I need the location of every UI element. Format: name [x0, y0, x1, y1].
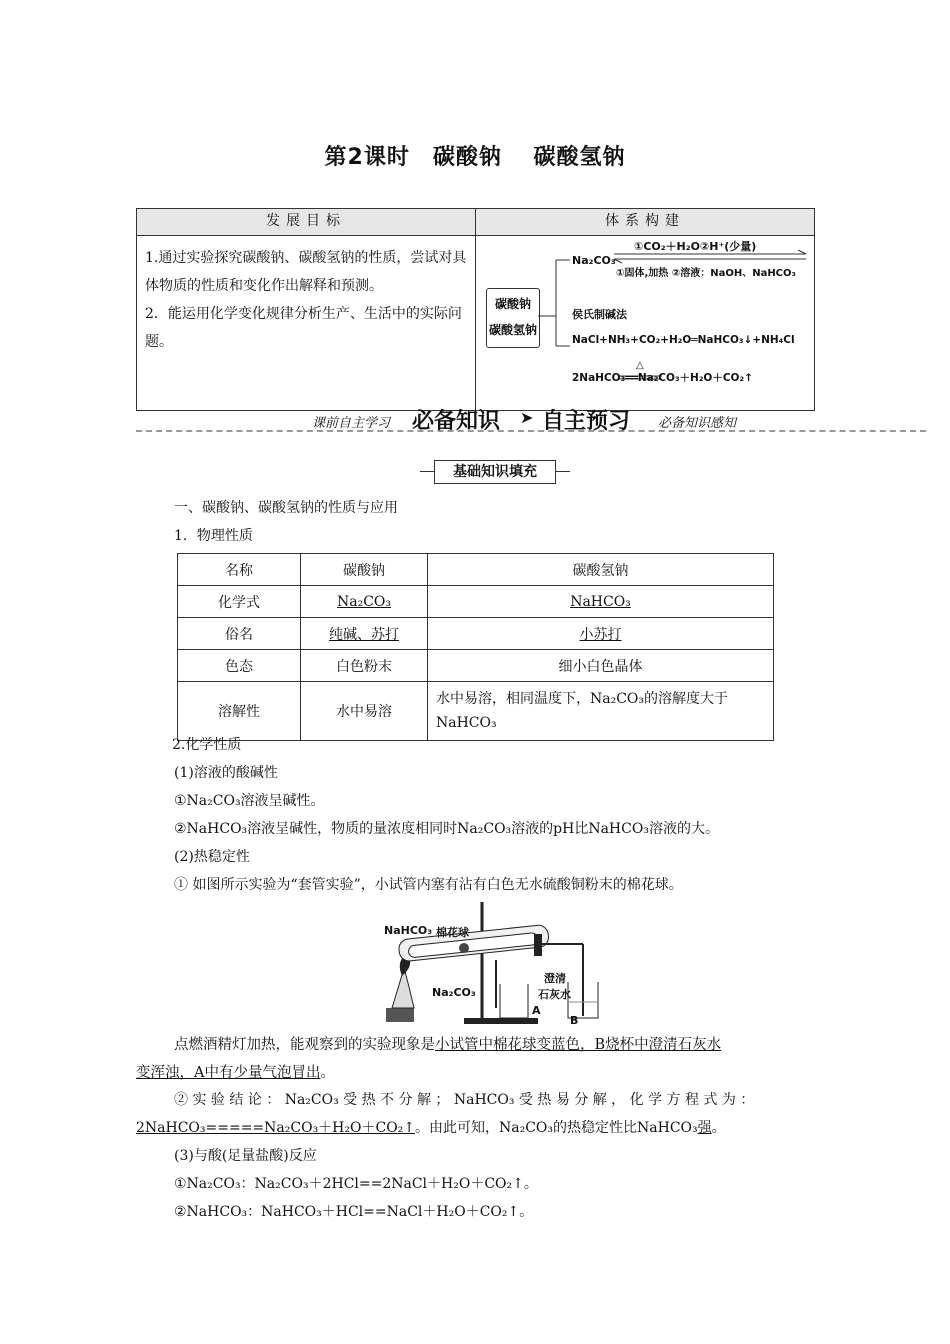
fig-label-nahco3: NaHCO₃ [384, 924, 433, 937]
goals-table [136, 208, 815, 411]
physical-heading: 1．物理性质 [174, 528, 253, 544]
fig-label-b: B [570, 1014, 579, 1027]
na2co3-label: Na₂CO₃ [572, 254, 616, 267]
fig-label-limewater-1: 澄清 [544, 972, 566, 985]
fig-label-limewater-2: 石灰水 [538, 988, 571, 1001]
goal-item: 2．能运用化学变化规律分析生产、生活中的实际问题。 [145, 306, 462, 350]
goal-item: 1.通过实验探究碳酸钠、碳酸氢钠的性质，尝试对具体物质的性质和变化作出解释和预测。 [145, 250, 467, 294]
goals-cell [137, 236, 476, 411]
page-title: 第2课时 碳酸钠 碳酸氢钠 [324, 145, 626, 170]
conclusion-line-1: ② 实 验 结 论 ： Na₂CO₃ 受 热 不 分 解 ； NaHCO₃ 受 热 易 分 解 ， 化 学 方 程 式 为 ： [174, 1092, 755, 1108]
thermal-1: ① 如图所示实验为“套管实验”，小试管内塞有沾有白色无水硫酸铜粉末的棉花球。 [174, 877, 683, 893]
table-row: 溶解性 水中易溶 水中易溶，相同温度下，Na₂CO₃的溶解度大于NaHCO₃ [178, 682, 774, 741]
decomp-condition: △ [636, 360, 644, 371]
table-row: 俗名 纯碱、苏打 小苏打 [178, 618, 774, 650]
fig-label-na2co3: Na₂CO₃ [432, 986, 476, 999]
section-banner [136, 404, 926, 436]
thermal-heading: (2)热稳定性 [174, 849, 250, 865]
subheading: 基础知识填充 [420, 460, 570, 484]
chem-heading: 2.化学性质 [172, 737, 242, 753]
chevron-right-icon: ➤ [520, 408, 534, 427]
section-heading: 一、碳酸钠、碳酸氢钠的性质与应用 [174, 500, 398, 516]
physical-properties-table: 名称 碳酸钠 碳酸氢钠 化学式 Na₂CO₃ NaHCO₃ 俗名 纯碱、苏打 小苏打 色态 白色粉末 细小白色晶体 溶解性 水中易溶 水中易溶，相同温度下，Na₂CO₃的溶解度大于NaHCO₃ [177, 553, 774, 741]
hou-equation: NaCl+NH₃+CO₂+H₂O═NaHCO₃↓+NH₄Cl [572, 334, 795, 346]
acid-heading: (3)与酸(足量盐酸)反应 [174, 1148, 317, 1164]
system-header: 体系构建 [476, 209, 815, 236]
acid-reaction-2: ②NaHCO₃：NaHCO₃＋HCl==NaCl＋H₂O＋CO₂↑。 [174, 1204, 534, 1220]
carbonate-box: 碳酸钠 碳酸氢钠 [486, 288, 540, 348]
fig-label-cotton: 棉花球 [436, 926, 469, 939]
decomp-equation: 2NaHCO₃══Na₂CO₃＋H₂O＋CO₂↑ [572, 372, 753, 384]
acid-reaction-1: ①Na₂CO₃：Na₂CO₃＋2HCl==2NaCl＋H₂O＋CO₂↑。 [174, 1176, 538, 1192]
arrow-bottom-label: ①固体,加热 ②溶液：NaOH、NaHCO₃ [616, 268, 796, 279]
observation-line-1: 点燃酒精灯加热，能观察到的实验现象是小试管中棉花球变蓝色，B烧杯中澄清石灰水 [174, 1037, 722, 1053]
hou-process-label: 侯氏制碱法 [572, 308, 627, 321]
banner-title-right: 自主预习 [542, 409, 631, 434]
arrow-top-label: ①CO₂＋H₂O②H⁺(少量) [634, 240, 757, 253]
table-row: 色态 白色粉末 细小白色晶体 [178, 650, 774, 682]
acid-base-2: ②NaHCO₃溶液呈碱性，物质的量浓度相同时Na₂CO₃溶液的pH比NaHCO₃溶液的大。 [174, 821, 719, 837]
banner-right-text: 必备知识感知 [658, 416, 737, 431]
table-row: 化学式 Na₂CO₃ NaHCO₃ [178, 586, 774, 618]
fig-label-a: A [532, 1004, 541, 1017]
observation-line-2: 变浑浊，A中有少量气泡冒出。 [136, 1065, 335, 1081]
tube-apparatus-figure [378, 896, 618, 1030]
conclusion-line-2: 2NaHCO₃=====Na₂CO₃＋H₂O＋CO₂↑。由此可知，Na₂CO₃的热稳定性比NaHCO₃强。 [136, 1120, 726, 1136]
acid-base-1: ①Na₂CO₃溶液呈碱性。 [174, 793, 325, 809]
goals-header: 发展目标 [137, 209, 476, 236]
acid-base-heading: (1)溶液的酸碱性 [174, 765, 278, 781]
system-diagram [476, 236, 815, 411]
banner-title-left: 必备知识 [412, 409, 501, 434]
banner-left-text: 课前自主学习 [312, 416, 391, 431]
